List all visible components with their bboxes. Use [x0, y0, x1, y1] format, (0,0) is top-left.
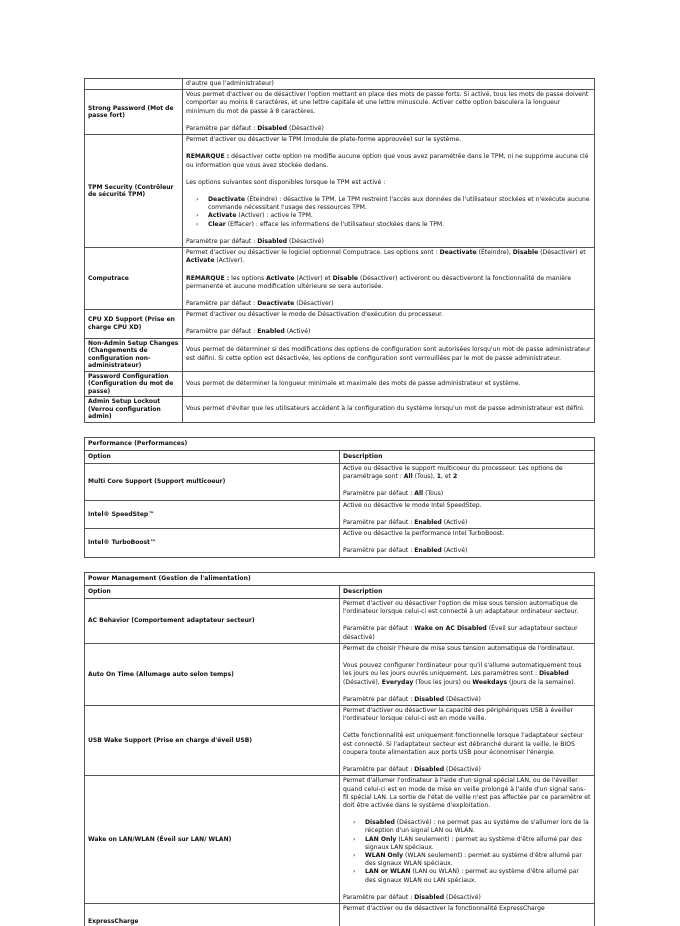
description-text: Permet d'activer ou désactiver la capacité des périphériques USB à éveiller l'ordinateur lorsque celui-ci est en mode veille.	[343, 706, 573, 723]
security-table	[84, 78, 595, 423]
tpm-options-list	[186, 196, 591, 229]
wake-options-list	[343, 819, 591, 885]
options-intro: Les options suivantes sont disponibles lorsque le TPM est activé :	[186, 178, 386, 186]
column-header-row	[85, 585, 595, 598]
option-intel-turboboost: Intel® TurboBoost™	[85, 529, 340, 557]
table-row	[85, 705, 595, 775]
option-usb-wake-support: USB Wake Support (Prise en charge d'éveil USB)	[85, 705, 340, 775]
option-auto-on-time: Auto On Time (Allumage auto selon temps)	[85, 643, 340, 705]
option-multi-core-support: Multi Core Support (Support multicoeur)	[85, 464, 340, 501]
description-text: Vous permet de déterminer la longueur minimale et maximale des mots de passe administrateur et système.	[186, 379, 521, 387]
table-row	[85, 776, 595, 904]
description-cell	[340, 705, 595, 775]
option-cell	[85, 79, 183, 90]
description-cell	[340, 599, 595, 644]
description-text: Active ou désactive la performance Intel TurboBoost.	[343, 530, 505, 538]
table-row	[85, 529, 595, 557]
option-expresscharge: ExpressCharge	[85, 904, 340, 926]
option-tpm-security: TPM Security (Contrôleur de sécurité TPM)	[85, 135, 183, 248]
description-text: Permet d'allumer l'ordinateur à l'aide d'un signal spécial LAN, ou de l'éveiller quand celui-ci est en mode de mise en veille prolongé à l'aide d'un signal sans-fil spécial LAN. La sortie de l'état de veille n'est pas affectée par ce paramètre et doit être activée dans le système d'exploitation.	[343, 777, 591, 809]
option-strong-password: Strong Password (Mot de passe fort)	[85, 90, 183, 135]
table-title-row	[85, 437, 595, 450]
option-admin-setup-lockout: Admin Setup Lockout (Verrou configuration admin)	[85, 397, 183, 423]
list-item: › Disabled (Désactivé) : ne permet pas au système de s'allumer lors de la réception d'un signal LAN ou WLAN.	[365, 819, 591, 835]
column-header-row	[85, 450, 595, 463]
description-cell	[340, 643, 595, 705]
column-header-option: Option	[85, 450, 340, 463]
list-item: › Activate (Activer) : active le TPM.	[208, 212, 591, 220]
description-text: Permet d'activer ou désactiver le logiciel optionnel Computrace. Les options sont : Deactivate (Éteindre), Disable (Désactiver) et Activate (Activer).	[186, 249, 586, 265]
description-cell	[183, 310, 595, 338]
description-cell	[183, 79, 595, 90]
column-header-option: Option	[85, 585, 340, 598]
table-row	[85, 248, 595, 310]
description-cell	[340, 776, 595, 904]
table-title: Performance (Performances)	[85, 437, 595, 450]
list-item: › WLAN Only (WLAN seulement) : permet au système d'être allumé par des signaux WLAN spéciaux.	[365, 852, 591, 868]
list-item: › Deactivate (Éteindre) : désactive le TPM. Le TPM restreint l'accès aux données de l'utilisateur stockées et n'exécute aucune commande nécessitant l'usage des ressources TPM.	[208, 196, 591, 212]
table-row	[85, 90, 595, 135]
description-cell	[340, 529, 595, 557]
table-row	[85, 599, 595, 644]
description-text: Permet d'activer ou désactiver le mode de Désactivation d'exécution du processeur.	[186, 311, 444, 319]
description-text: Permet d'activer ou désactiver l'option de mise sous tension automatique de l'ordinateur lorsque celui-ci est connecté à un adaptateur ordinateur secteur.	[343, 600, 579, 616]
bios-options-page	[84, 78, 595, 926]
table-row	[85, 371, 595, 397]
default-setting: Paramètre par défaut : All (Tous)	[343, 490, 444, 498]
column-header-description: Description	[340, 585, 595, 598]
description-text: Active ou désactive le mode Intel SpeedStep.	[343, 501, 482, 509]
default-setting: Paramètre par défaut : Enabled (Activé)	[186, 328, 311, 336]
description-text: Permet de choisir l'heure de mise sous tension automatique de l'ordinateur.	[343, 644, 575, 652]
table-row	[85, 310, 595, 338]
note-text: REMARQUE : désactiver cette option ne modifie aucune option que vous avez paramétrée dans le TPM, ni ne supprime aucune clé ou information que vous avez stockée dedans.	[186, 153, 589, 169]
description-cell	[183, 338, 595, 371]
table-row	[85, 464, 595, 501]
table-row	[85, 397, 595, 423]
table-title-row	[85, 572, 595, 585]
power-management-table	[84, 572, 595, 926]
default-setting: Paramètre par défaut : Wake on AC Disabled (Éveil sur adaptateur secteur désactivé)	[343, 625, 578, 641]
description-text: Vous pouvez configurer l'ordinateur pour qu'il s'allume automatiquement tous les jours ou les jours ouvrés uniquement. Les paramètres sont : Disabled (Désactivé), Everyday (Tous les jours) ou Weekdays (Jours de la semaine).	[343, 662, 582, 686]
default-setting: Paramètre par défaut : Enabled (Activé)	[343, 547, 468, 555]
default-setting: Paramètre par défaut : Disabled (Désactivé)	[186, 124, 324, 132]
option-non-admin-setup-changes: Non-Admin Setup Changes (Changements de configuration non-administrateur)	[85, 338, 183, 371]
default-setting: Paramètre par défaut : Disabled (Désactivé)	[186, 237, 324, 245]
description-cell	[183, 135, 595, 248]
list-item: › Clear (Effacer) : efface les informations de l'utilisateur stockées dans le TPM.	[208, 221, 591, 229]
option-cpu-xd-support: CPU XD Support (Prise en charge CPU XD)	[85, 310, 183, 338]
default-setting: Paramètre par défaut : Disabled (Désactivé)	[343, 893, 481, 901]
default-setting: Paramètre par défaut : Disabled (Désactivé)	[343, 766, 481, 774]
table-row	[85, 79, 595, 90]
table-row	[85, 338, 595, 371]
table-row	[85, 500, 595, 528]
list-item: › LAN Only (LAN seulement) : permet au système d'être allumé par des signaux LAN spéciaux.	[365, 836, 591, 852]
default-setting: Paramètre par défaut : Disabled (Désactivé)	[343, 695, 481, 703]
description-cell	[340, 464, 595, 501]
table-row	[85, 643, 595, 705]
description-text: Vous permet d'activer ou de désactiver l'option mettant en place des mots de passe forts. Si activé, tous les mots de passe doivent comporter au moins 8 caractères, et une lettre capitale et une lettre minuscule. Activer cette option basculera la longueur minimum du mot de passe à 8 caractères.	[186, 91, 589, 115]
description-cell	[340, 904, 595, 926]
option-computrace: Computrace	[85, 248, 183, 310]
description-cell	[183, 397, 595, 423]
description-text: Permet d'activer ou désactiver le TPM (module de plate-forme approuvée) sur le système.	[186, 136, 462, 144]
performance-table	[84, 437, 595, 558]
note-text: REMARQUE : les options Activate (Activer) et Disable (Désactiver) activeront ou désactiveront la fonctionnalité de manière permanente et aucune modification ultérieure se sera autorisée.	[186, 274, 572, 290]
option-wake-on-lan: Wake on LAN/WLAN (Éveil sur LAN/ WLAN)	[85, 776, 340, 904]
description-cell	[183, 248, 595, 310]
description-text: Vous permet d'éviter que les utilisateurs accèdent à la configuration du système lorsqu'un mot de passe administrateur est défini.	[186, 405, 585, 413]
option-intel-speedstep: Intel® SpeedStep™	[85, 500, 340, 528]
description-text: Cette fonctionnalité est uniquement fonctionnelle lorsque l'adaptateur secteur est connecté. Si l'adaptateur secteur est débranché durant la veille, le BIOS coupera toute alimentation aux ports USB pour économiser l'énergie.	[343, 732, 584, 756]
description-text: Permet d'activer ou de désactiver la fonctionnalité ExpressCharge	[343, 905, 545, 913]
table-row	[85, 904, 595, 926]
continued-text: d'autre que l'administrateur)	[186, 80, 274, 87]
table-title: Power Management (Gestion de l'alimentation)	[85, 572, 595, 585]
default-setting: Paramètre par défaut : Enabled (Activé)	[343, 518, 468, 526]
table-row	[85, 135, 595, 248]
option-ac-behavior: AC Behavior (Comportement adaptateur secteur)	[85, 599, 340, 644]
option-password-configuration: Password Configuration (Configuration du mot de passe)	[85, 371, 183, 397]
list-item: › LAN or WLAN (LAN ou WLAN) : permet au système d'être allumé par des signaux WLAN ou LAN spéciaux.	[365, 868, 591, 884]
description-cell	[183, 90, 595, 135]
description-text: Vous permet de déterminer si des modifications des options de configuration sont autorisées lorsqu'un mot de passe administrateur est défini. Si cette option est désactivée, les options de configuration sont verrouillées par le mot de passe administrateur.	[186, 346, 591, 362]
description-cell	[340, 500, 595, 528]
description-cell	[183, 371, 595, 397]
description-text: Active ou désactive le support multicoeur du processeur. Les options de paramétrage sont : All (Tous), 1, et 2	[343, 465, 563, 481]
column-header-description: Description	[340, 450, 595, 463]
default-setting: Paramètre par défaut : Deactivate (Désactiver)	[186, 299, 334, 307]
